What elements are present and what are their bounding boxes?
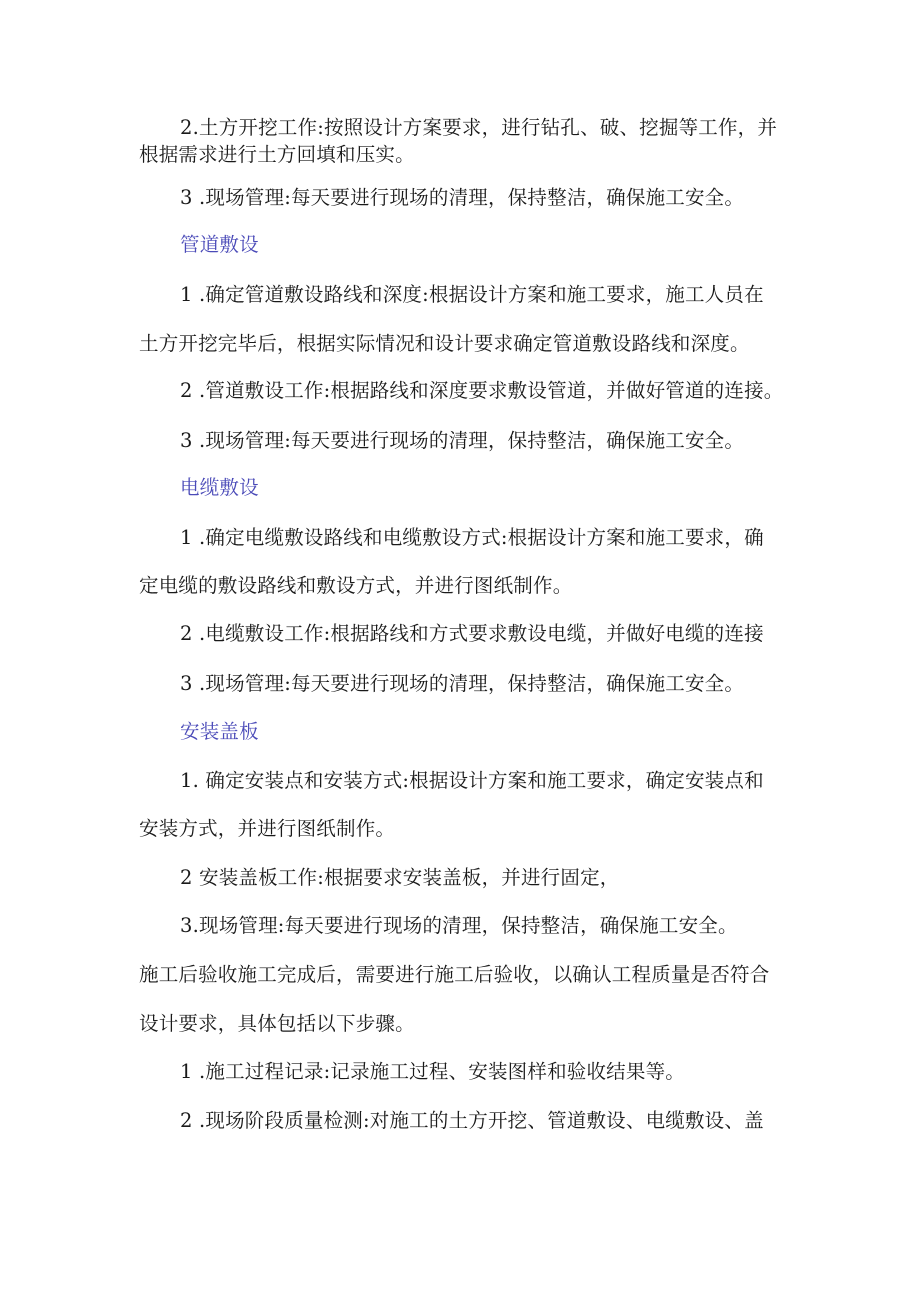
paragraph-line: 3 .现场管理:每天要进行现场的清理，保持整洁，确保施工安全。 — [180, 672, 745, 695]
paragraph-line: 设计要求，具体包括以下步骤。 — [139, 1012, 415, 1035]
paragraph-line: 3 .现场管理:每天要进行现场的清理，保持整洁，确保施工安全。 — [180, 429, 745, 452]
paragraph-line: 3 .现场管理:每天要进行现场的清理，保持整洁，确保施工安全。 — [180, 186, 745, 209]
paragraph-line: 2 安装盖板工作:根据要求安装盖板，并进行固定， — [180, 866, 620, 889]
paragraph-line: 2 .管道敷设工作:根据路线和深度要求敷设管道，并做好管道的连接。 — [180, 379, 784, 402]
section-heading-cover-installation: 安装盖板 — [180, 720, 259, 743]
paragraph-line: 土方开挖完毕后，根据实际情况和设计要求确定管道敷设路线和深度。 — [139, 332, 750, 355]
paragraph-line: 定电缆的敷设路线和敷设方式，并进行图纸制作。 — [139, 574, 573, 597]
paragraph-line: 1 .确定电缆敷设路线和电缆敷设方式:根据设计方案和施工要求，确 — [180, 526, 764, 549]
paragraph-line: 根据需求进行土方回填和压实。 — [139, 143, 415, 166]
section-heading-pipe-laying: 管道敷设 — [180, 233, 259, 256]
section-heading-cable-laying: 电缆敷设 — [180, 476, 259, 499]
paragraph-line: 2 .电缆敷设工作:根据路线和方式要求敷设电缆，并做好电缆的连接 — [180, 622, 764, 645]
paragraph-line: 1 .确定管道敷设路线和深度:根据设计方案和施工要求，施工人员在 — [180, 283, 764, 306]
paragraph-line: 1 .施工过程记录:记录施工过程、安装图样和验收结果等。 — [180, 1060, 685, 1083]
paragraph-line: 1. 确定安装点和安装方式:根据设计方案和施工要求，确定安装点和 — [180, 769, 764, 792]
paragraph-line: 3.现场管理:每天要进行现场的清理，保持整洁，确保施工安全。 — [180, 914, 738, 937]
paragraph-line: 2 .现场阶段质量检测:对施工的土方开挖、管道敷设、电缆敷设、盖 — [180, 1109, 764, 1132]
paragraph-line: 施工后验收施工完成后，需要进行施工后验收，以确认工程质量是否符合 — [139, 963, 770, 986]
paragraph-line: 2.土方开挖工作:按照设计方案要求，进行钻孔、破、挖掘等工作，并 — [180, 116, 778, 139]
paragraph-line: 安装方式，并进行图纸制作。 — [139, 817, 396, 840]
